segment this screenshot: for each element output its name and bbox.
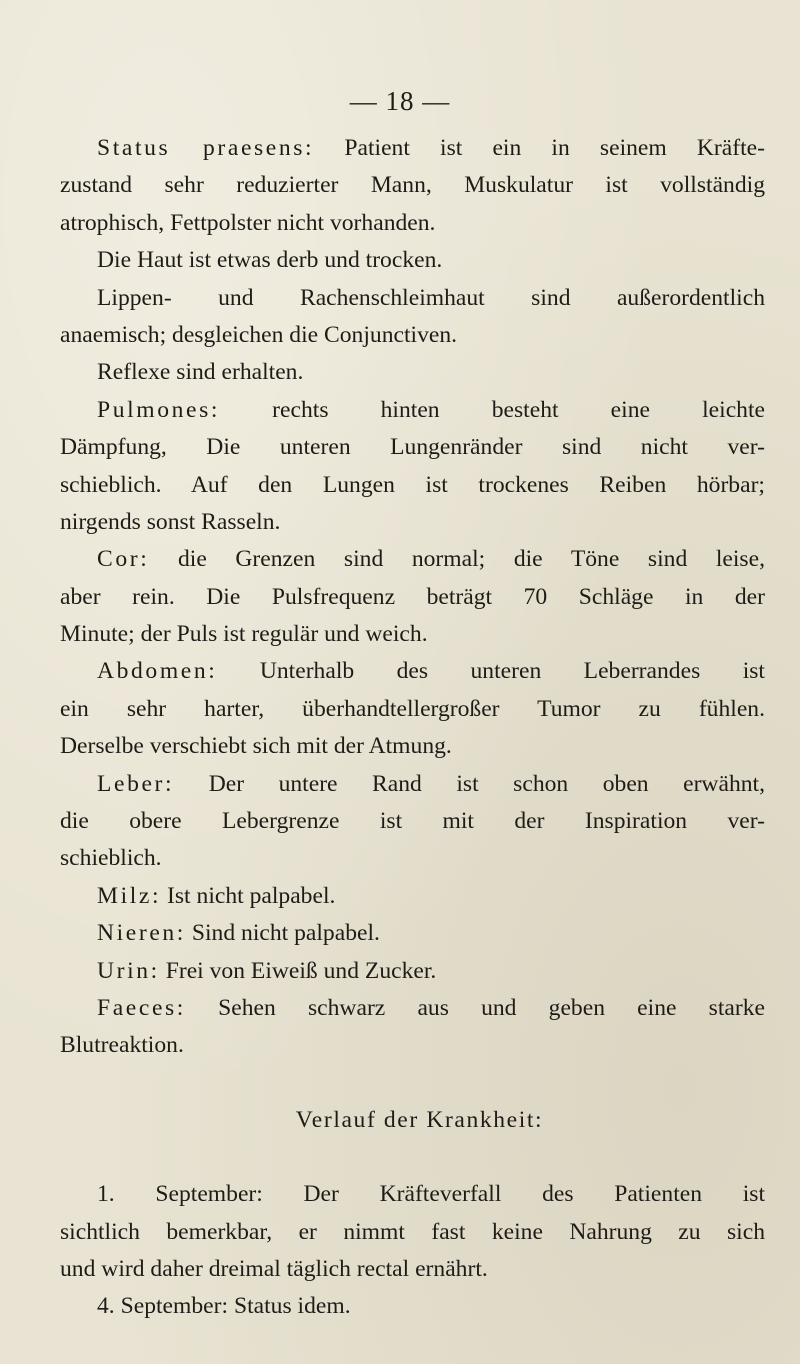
- line-text: Unterhalb des unteren Leberrandes ist: [217, 658, 765, 685]
- text-line: Blutreaktion.: [60, 1032, 184, 1059]
- text-line: [60, 953, 765, 990]
- text-line: 1. September: Der Kräfteverfall des Patienten ist: [97, 1181, 765, 1208]
- text-line: und wird daher dreimal täglich rectal ernährt.: [60, 1255, 488, 1282]
- text-line: [60, 990, 765, 1027]
- text-line: Reflexe sind erhalten.: [97, 359, 304, 386]
- blank-gap: [60, 1065, 765, 1102]
- text-line: Die Haut ist etwas derb und trocken.: [97, 247, 443, 274]
- run-in-heading: Abdomen:: [97, 658, 218, 685]
- blank-gap: [60, 1139, 765, 1176]
- text-line: Lippen- und Rachenschleimhaut sind außerordentlich: [97, 284, 765, 311]
- run-in-heading: Leber:: [97, 770, 175, 797]
- run-in-heading: Cor:: [97, 546, 150, 573]
- line-text: die Grenzen sind normal; die Töne sind leise,: [149, 546, 765, 573]
- run-in-heading: Pulmones:: [97, 396, 221, 423]
- text-line: aber rein. Die Pulsfrequenz beträgt 70 Schläge in der: [60, 583, 765, 610]
- text-line: zustand sehr reduzierter Mann, Muskulatur ist vollständig: [60, 172, 765, 199]
- text-line: sichtlich bemerkbar, er nimmt fast keine Nahrung zu sich: [60, 1218, 765, 1245]
- line-text: Patient ist ein in seinem Kräfte-: [314, 135, 766, 161]
- line-text: Frei von Eiweiß und Zucker.: [159, 957, 437, 984]
- line-text: rechts hinten besteht eine leichte: [220, 396, 765, 423]
- section-heading: Verlauf der Krankheit:: [295, 1106, 544, 1133]
- run-in-heading: Urin:: [97, 957, 160, 984]
- text-line: die obere Lebergrenze ist mit der Inspiration ver-: [60, 808, 765, 835]
- text-line: schieblich.: [60, 845, 162, 872]
- page-number: — 18 —: [349, 86, 451, 116]
- line-text: Sehen schwarz aus und geben eine starke: [185, 994, 765, 1021]
- text-line: [60, 541, 765, 578]
- text-line: [60, 653, 765, 690]
- text-line: [60, 766, 765, 803]
- text-line: atrophisch, Fettpolster nicht vorhanden.: [60, 209, 436, 236]
- run-in-heading: Nieren:: [97, 920, 186, 947]
- run-in-heading: Milz:: [97, 882, 162, 909]
- line-text: Der untere Rand ist schon oben erwähnt,: [174, 770, 765, 797]
- line-text: Sind nicht palpabel.: [185, 920, 380, 947]
- text-line: 4. September: Status idem.: [97, 1293, 351, 1320]
- text-line: ein sehr harter, überhandtellergroßer Tumor zu fühlen.: [60, 695, 765, 722]
- text-line: [60, 392, 765, 429]
- body-text: [60, 130, 765, 1326]
- run-in-heading: Faeces:: [97, 994, 186, 1021]
- text-line: nirgends sonst Rasseln.: [60, 508, 281, 535]
- text-line: [60, 915, 765, 952]
- text-line: schieblich. Auf den Lungen ist trockenes Reiben hörbar;: [60, 471, 765, 498]
- text-line: anaemisch; desgleichen die Conjunctiven.: [60, 321, 458, 348]
- run-in-heading: Status praesens:: [97, 135, 315, 161]
- text-line: Dämpfung, Die unteren Lungenränder sind nicht ver-: [60, 434, 765, 461]
- text-line: Minute; der Puls ist regulär und weich.: [60, 621, 428, 648]
- text-line: Derselbe verschiebt sich mit der Atmung.: [60, 733, 452, 760]
- line-text: Ist nicht palpabel.: [161, 882, 336, 909]
- text-line: [60, 130, 765, 167]
- text-line: [60, 878, 765, 915]
